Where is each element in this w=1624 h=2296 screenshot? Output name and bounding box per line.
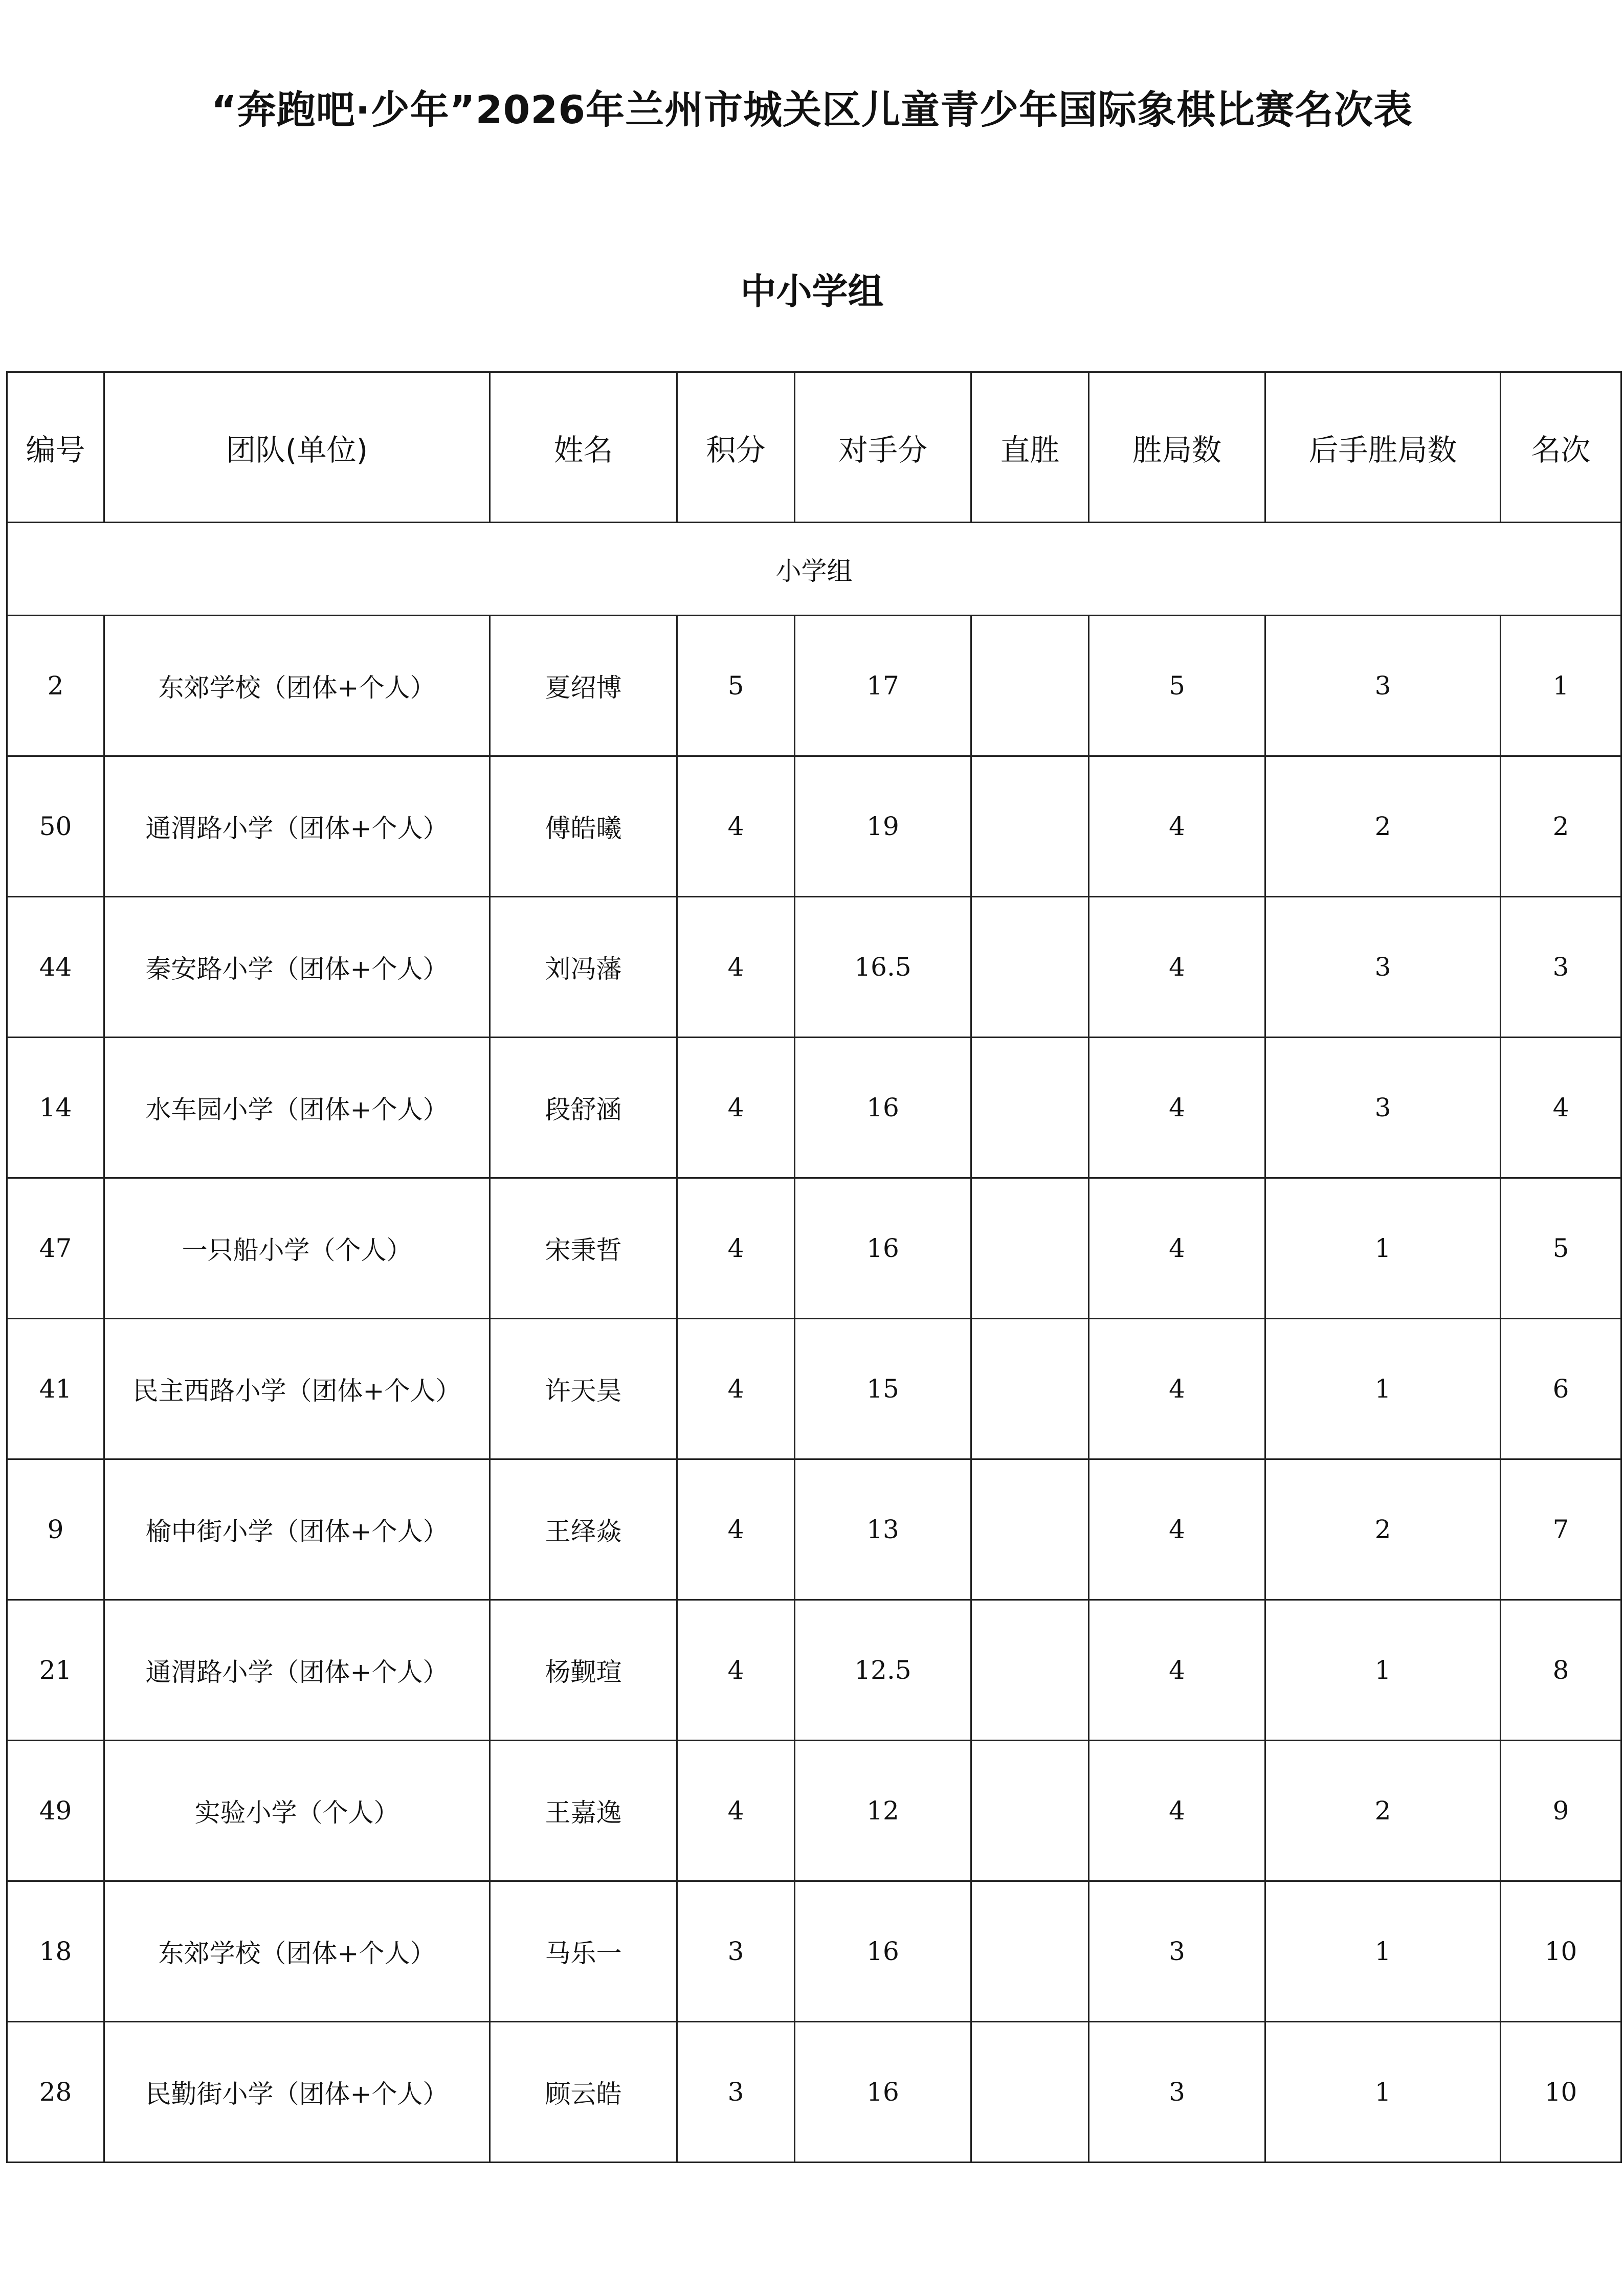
- cell-wins: 4: [1089, 1600, 1265, 1741]
- cell-wins: 4: [1089, 897, 1265, 1038]
- cell-opponent-score: 16: [795, 1178, 971, 1319]
- table-row: [7, 1459, 1621, 1600]
- cell-direct-win: [971, 1741, 1089, 1881]
- cell-id: 28: [7, 2022, 104, 2163]
- cell-opponent-score: 16.5: [795, 897, 971, 1038]
- cell-points: 4: [677, 1178, 795, 1319]
- cell-points: 5: [677, 616, 795, 756]
- cell-team: 榆中街小学（团体+个人）: [104, 1459, 490, 1600]
- table-row: [7, 616, 1621, 756]
- cell-name: 夏绍博: [490, 616, 677, 756]
- cell-black-wins: 2: [1265, 1741, 1501, 1881]
- cell-opponent-score: 12.5: [795, 1600, 971, 1741]
- cell-wins: 4: [1089, 1319, 1265, 1459]
- cell-wins: 3: [1089, 2022, 1265, 2163]
- cell-opponent-score: 16: [795, 1881, 971, 2022]
- cell-direct-win: [971, 756, 1089, 897]
- cell-opponent-score: 13: [795, 1459, 971, 1600]
- cell-black-wins: 1: [1265, 1600, 1501, 1741]
- cell-points: 4: [677, 756, 795, 897]
- cell-rank: 5: [1501, 1178, 1621, 1319]
- cell-id: 9: [7, 1459, 104, 1600]
- cell-team: 秦安路小学（团体+个人）: [104, 897, 490, 1038]
- cell-black-wins: 1: [1265, 2022, 1501, 2163]
- ranking-table: [6, 371, 1622, 2163]
- cell-opponent-score: 16: [795, 1038, 971, 1178]
- cell-wins: 5: [1089, 616, 1265, 756]
- header-points: 积分: [677, 372, 795, 523]
- header-wins: 胜局数: [1089, 372, 1265, 523]
- cell-name: 许天昊: [490, 1319, 677, 1459]
- cell-name: 段舒涵: [490, 1038, 677, 1178]
- cell-name: 王绎焱: [490, 1459, 677, 1600]
- cell-wins: 3: [1089, 1881, 1265, 2022]
- cell-team: 实验小学（个人）: [104, 1741, 490, 1881]
- cell-team: 水车园小学（团体+个人）: [104, 1038, 490, 1178]
- header-team: 团队(单位): [104, 372, 490, 523]
- table-row: [7, 1741, 1621, 1881]
- cell-id: 50: [7, 756, 104, 897]
- cell-black-wins: 3: [1265, 1038, 1501, 1178]
- cell-id: 21: [7, 1600, 104, 1741]
- table-row: [7, 1038, 1621, 1178]
- cell-id: 47: [7, 1178, 104, 1319]
- header-id: 编号: [7, 372, 104, 523]
- cell-team: 民主西路小学（团体+个人）: [104, 1319, 490, 1459]
- cell-black-wins: 1: [1265, 1178, 1501, 1319]
- table-row: [7, 1600, 1621, 1741]
- cell-black-wins: 2: [1265, 756, 1501, 897]
- cell-team: 东郊学校（团体+个人）: [104, 616, 490, 756]
- document-title: “奔跑吧·少年”2026年兰州市城关区儿童青少年国际象棋比赛名次表: [211, 87, 1413, 132]
- table-row: [7, 897, 1621, 1038]
- cell-wins: 4: [1089, 1038, 1265, 1178]
- header-rank: 名次: [1501, 372, 1621, 523]
- cell-name: 顾云皓: [490, 2022, 677, 2163]
- cell-points: 4: [677, 1741, 795, 1881]
- cell-direct-win: [971, 1600, 1089, 1741]
- cell-team: 东郊学校（团体+个人）: [104, 1881, 490, 2022]
- cell-points: 4: [677, 1459, 795, 1600]
- cell-black-wins: 2: [1265, 1459, 1501, 1600]
- cell-name: 杨觐瑄: [490, 1600, 677, 1741]
- cell-direct-win: [971, 2022, 1089, 2163]
- cell-name: 马乐一: [490, 1881, 677, 2022]
- cell-id: 2: [7, 616, 104, 756]
- cell-points: 4: [677, 1319, 795, 1459]
- cell-points: 4: [677, 1600, 795, 1741]
- cell-direct-win: [971, 1319, 1089, 1459]
- cell-black-wins: 3: [1265, 897, 1501, 1038]
- cell-team: 通渭路小学（团体+个人）: [104, 1600, 490, 1741]
- header-row: [7, 372, 1621, 523]
- cell-points: 3: [677, 2022, 795, 2163]
- cell-opponent-score: 12: [795, 1741, 971, 1881]
- table-row: [7, 1178, 1621, 1319]
- cell-rank: 8: [1501, 1600, 1621, 1741]
- cell-direct-win: [971, 1038, 1089, 1178]
- cell-opponent-score: 16: [795, 2022, 971, 2163]
- cell-rank: 2: [1501, 756, 1621, 897]
- cell-rank: 7: [1501, 1459, 1621, 1600]
- cell-points: 3: [677, 1881, 795, 2022]
- cell-wins: 4: [1089, 1178, 1265, 1319]
- cell-opponent-score: 17: [795, 616, 971, 756]
- header-black-wins: 后手胜局数: [1265, 372, 1501, 523]
- cell-direct-win: [971, 616, 1089, 756]
- group-label: 小学组: [7, 523, 1621, 616]
- cell-rank: 4: [1501, 1038, 1621, 1178]
- cell-points: 4: [677, 897, 795, 1038]
- cell-id: 44: [7, 897, 104, 1038]
- cell-direct-win: [971, 1459, 1089, 1600]
- cell-name: 王嘉逸: [490, 1741, 677, 1881]
- cell-opponent-score: 19: [795, 756, 971, 897]
- cell-rank: 10: [1501, 1881, 1621, 2022]
- group-row: [7, 523, 1621, 616]
- cell-id: 14: [7, 1038, 104, 1178]
- cell-id: 41: [7, 1319, 104, 1459]
- cell-rank: 9: [1501, 1741, 1621, 1881]
- cell-team: 一只船小学（个人）: [104, 1178, 490, 1319]
- cell-team: 通渭路小学（团体+个人）: [104, 756, 490, 897]
- cell-wins: 4: [1089, 1741, 1265, 1881]
- table-row: [7, 1881, 1621, 2022]
- cell-wins: 4: [1089, 1459, 1265, 1600]
- cell-direct-win: [971, 897, 1089, 1038]
- cell-rank: 3: [1501, 897, 1621, 1038]
- cell-rank: 10: [1501, 2022, 1621, 2163]
- cell-opponent-score: 15: [795, 1319, 971, 1459]
- cell-black-wins: 1: [1265, 1319, 1501, 1459]
- document-subtitle: 中小学组: [740, 271, 884, 312]
- table-body: [7, 523, 1621, 2163]
- cell-wins: 4: [1089, 756, 1265, 897]
- cell-id: 49: [7, 1741, 104, 1881]
- cell-name: 刘冯藩: [490, 897, 677, 1038]
- cell-rank: 6: [1501, 1319, 1621, 1459]
- cell-id: 18: [7, 1881, 104, 2022]
- cell-rank: 1: [1501, 616, 1621, 756]
- cell-direct-win: [971, 1178, 1089, 1319]
- table-row: [7, 756, 1621, 897]
- cell-black-wins: 1: [1265, 1881, 1501, 2022]
- cell-direct-win: [971, 1881, 1089, 2022]
- header-opponent-score: 对手分: [795, 372, 971, 523]
- cell-black-wins: 3: [1265, 616, 1501, 756]
- table-row: [7, 2022, 1621, 2163]
- cell-name: 宋秉哲: [490, 1178, 677, 1319]
- cell-team: 民勤街小学（团体+个人）: [104, 2022, 490, 2163]
- header-direct-win: 直胜: [971, 372, 1089, 523]
- header-name: 姓名: [490, 372, 677, 523]
- cell-name: 傅皓曦: [490, 756, 677, 897]
- cell-points: 4: [677, 1038, 795, 1178]
- table-row: [7, 1319, 1621, 1459]
